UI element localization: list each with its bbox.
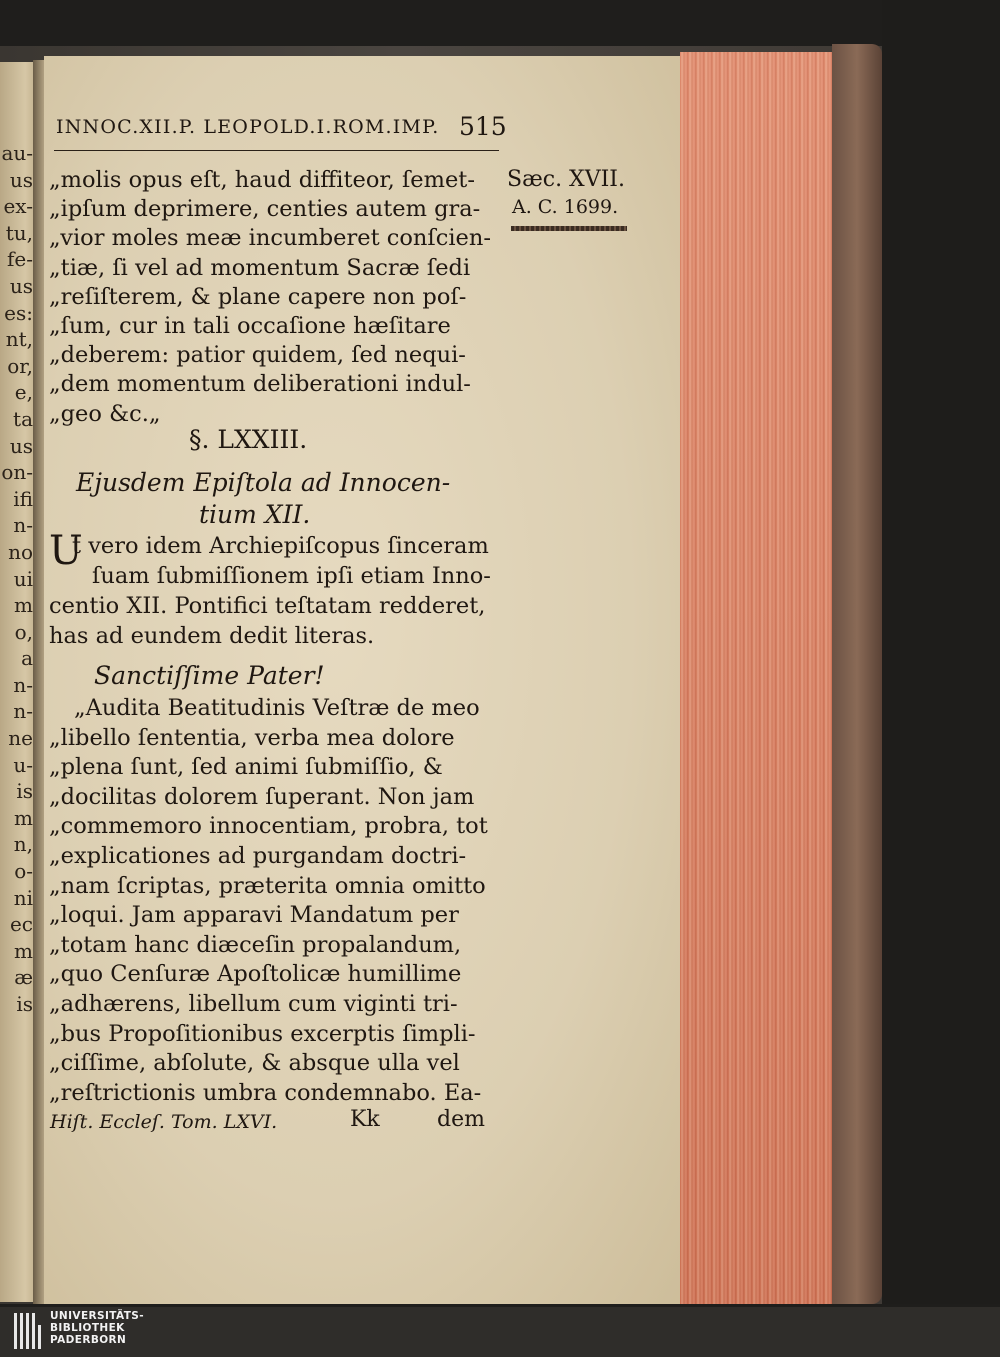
footer-signature: Hiſt. Eccleſ. Tom. LXVI.	[50, 1111, 278, 1133]
previous-page-line: æ	[14, 965, 33, 990]
previous-page-line: es:	[4, 300, 33, 325]
section-heading-line-1: Ejusdem Epiſtola ad Innocen-	[76, 468, 451, 497]
previous-page-line: ui	[13, 566, 33, 591]
text-line: „bus Propoſitionibus excerptis ſimpli-	[49, 1020, 476, 1047]
library-name-line-2: BIBLIOTHEK	[50, 1322, 125, 1334]
previous-page-line: is	[16, 779, 33, 804]
text-line: „adhærens, libellum cum viginti tri-	[49, 991, 458, 1017]
previous-page-line: m	[14, 593, 33, 618]
text-line: „quo Cenſuræ Apoſtolicæ humillime	[49, 961, 462, 988]
page-number: 515	[459, 112, 507, 141]
previous-page-line: ifi	[13, 486, 33, 511]
previous-page-line: ex-	[3, 194, 33, 219]
text-line: „explicationes ad purgandam doctri-	[49, 843, 467, 869]
previous-page-line: on-	[1, 460, 33, 485]
drop-cap: U	[49, 528, 83, 574]
previous-page-line: nt,	[5, 327, 33, 352]
text-line: „Audita Beatitudinis Veſtræ de meo	[74, 695, 480, 721]
scan-background-right	[882, 0, 1000, 1307]
text-line: „dem momentum deliberationi indul-	[49, 371, 471, 398]
section-number: §. LXXIII.	[189, 425, 308, 454]
previous-page-line: fe-	[7, 247, 33, 272]
library-logo-icon	[12, 1311, 46, 1351]
previous-page-line: au-	[1, 141, 33, 165]
text-line: „ſum, cur in tali occaſione hæſitare	[49, 313, 451, 339]
previous-page-line: ni	[13, 885, 33, 910]
previous-page-line: n,	[13, 832, 33, 857]
previous-page-line: n-	[13, 699, 33, 724]
previous-page-line: n-	[13, 672, 33, 697]
previous-page-line: o,	[14, 619, 33, 644]
previous-page-line: tu,	[5, 220, 33, 245]
text-line: „reſtrictionis umbra condemnabo. Ea-	[49, 1079, 482, 1106]
text-line: „tiæ, ſi vel ad momentum Sacræ ſedi	[49, 254, 471, 281]
previous-page-line: or,	[7, 353, 33, 378]
text-line: „deberem: patior quidem, ſed nequi-	[49, 342, 466, 369]
text-line: „molis opus eſt, haud diffiteor, ſemet-	[49, 167, 475, 193]
text-line: „nam ſcriptas, præterita omnia omitto	[49, 872, 486, 899]
previous-page-line: m	[14, 938, 33, 963]
section-heading-line-2: tium XII.	[199, 500, 311, 529]
book-cover-edge	[832, 44, 882, 1304]
text-line: „geo &c.„	[49, 400, 161, 427]
salutation: Sanctiſſime Pater!	[94, 661, 325, 690]
previous-page-line: us	[9, 433, 33, 458]
margin-note-century: Sæc. XVII.	[507, 167, 625, 192]
previous-page-line: n-	[13, 513, 33, 538]
running-head: INNOC.XII.P. LEOPOLD.I.ROM.IMP.	[56, 116, 440, 138]
quire-mark: Kk	[350, 1107, 380, 1132]
previous-page-line: u-	[13, 752, 33, 777]
previous-page-line: m	[14, 805, 33, 830]
previous-page-line: a	[21, 646, 33, 671]
library-name-line-1: UNIVERSITÄTS-	[50, 1310, 145, 1322]
text-line: „reſiſterem, & plane capere non poſ-	[49, 283, 467, 310]
header-rule	[54, 150, 499, 151]
text-line: „vior moles meæ incumberet conſcien-	[49, 225, 491, 252]
text-line: „loqui. Jam apparavi Mandatum per	[49, 902, 459, 929]
paragraph-first-line: t vero idem Archiepiſcopus ſinceram	[72, 533, 489, 559]
previous-page-line: us	[9, 167, 33, 192]
previous-page-line: ec	[9, 912, 33, 937]
text-line: ſuam ſubmiſſionem ipſi etiam Inno-	[92, 563, 491, 589]
text-line: centio XII. Pontifici teſtatam redderet,	[49, 593, 486, 619]
previous-page-line: ta	[13, 406, 33, 431]
text-line: „docilitas dolorem ſuperant. Non jam	[49, 783, 475, 810]
previous-page-line: us	[9, 273, 33, 298]
text-line: has ad eundem dedit literas.	[49, 623, 375, 649]
text-line: „totam hanc diæceſin propalandum,	[49, 931, 462, 958]
previous-page-line: e,	[14, 380, 33, 405]
text-line: „plena ſunt, ſed animi ſubmiſſio, &	[49, 754, 443, 781]
previous-page-line: ne	[8, 726, 33, 751]
text-line: „commemoro innocentiam, probra, tot	[49, 813, 488, 840]
text-line: „libello ſententia, verba mea dolore	[49, 724, 455, 751]
text-line: „ipſum deprimere, centies autem gra-	[49, 196, 481, 223]
previous-page-line: is	[16, 992, 33, 1016]
text-line: „ciſſime, abſolute, & absque ulla vel	[49, 1050, 460, 1077]
previous-page-line: no	[8, 539, 33, 564]
library-name-line-3: PADERBORN	[50, 1334, 127, 1346]
fore-edge-shade	[680, 52, 836, 1304]
previous-page-text	[0, 140, 36, 1018]
catchword: dem	[437, 1107, 485, 1132]
margin-note-year: A. C. 1699.	[512, 196, 619, 218]
previous-page-line: o-	[14, 859, 33, 884]
margin-note-rule	[511, 226, 627, 231]
scan-background-top	[0, 0, 1000, 46]
library-footer-bar	[0, 1307, 1000, 1357]
